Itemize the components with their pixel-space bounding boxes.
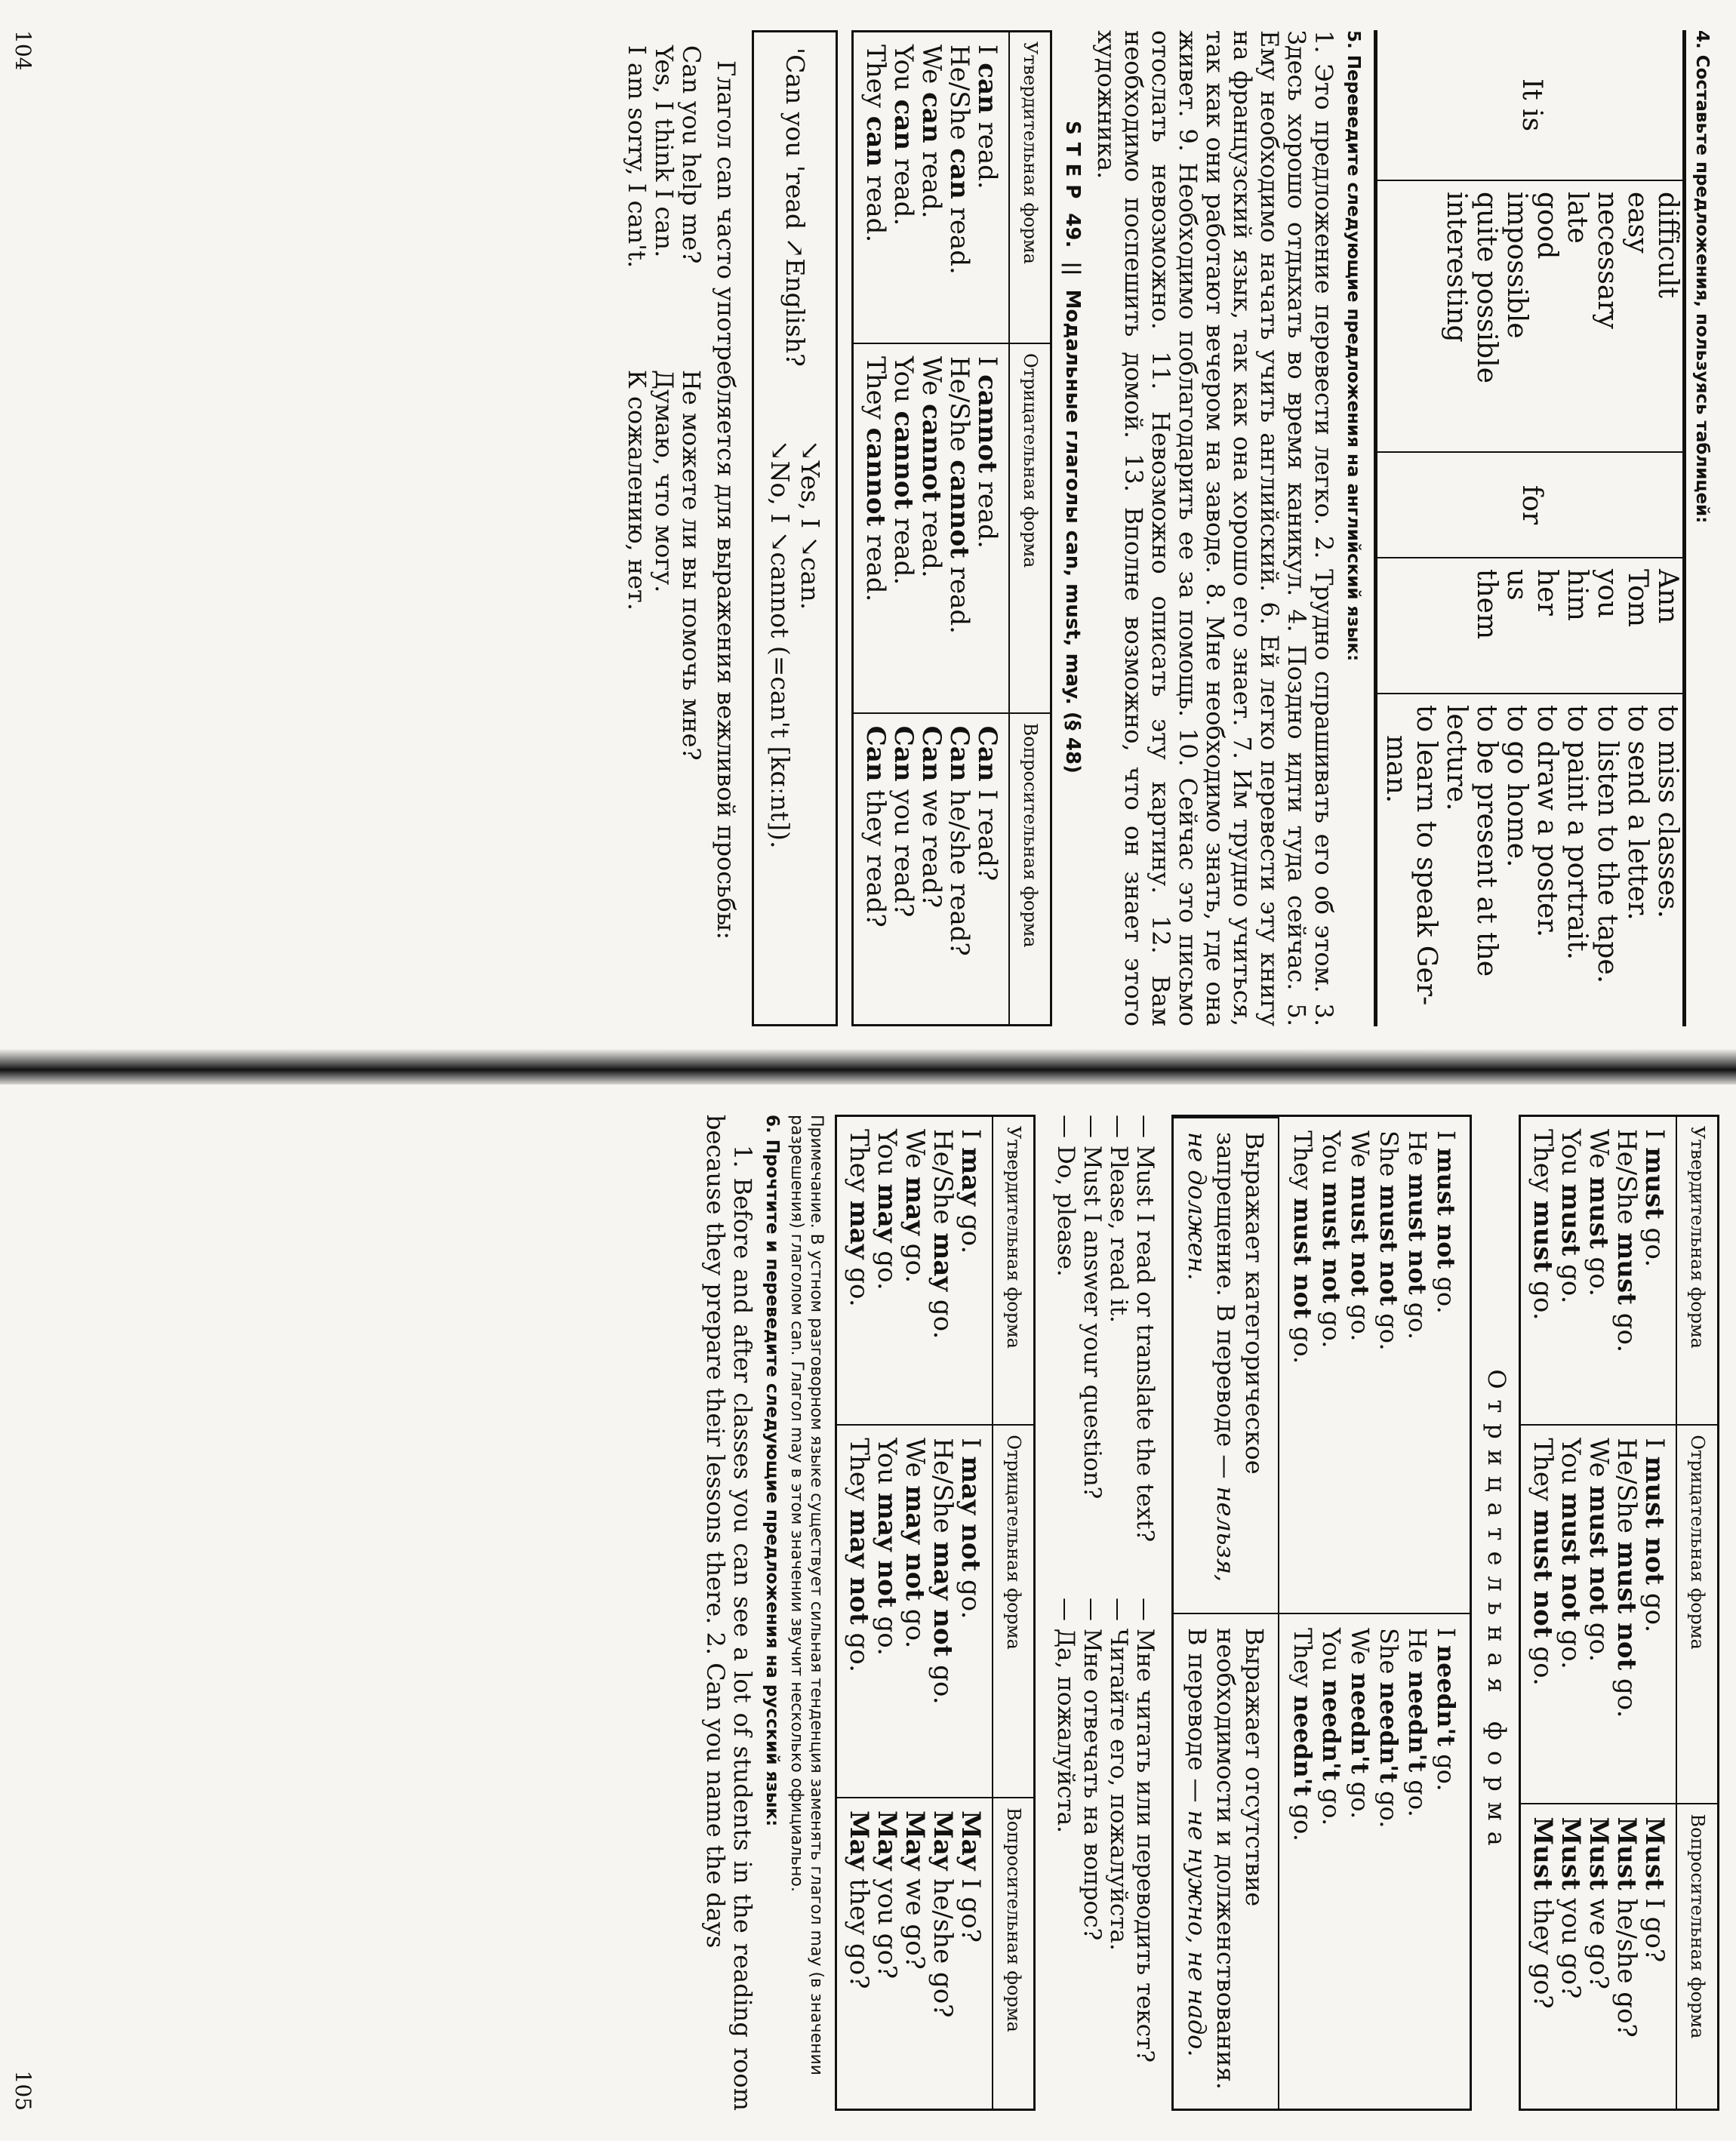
neednt-note [1174,1613,1279,2109]
form-line: They cannot read. [860,355,891,602]
form-line: We cannot read. [916,355,946,578]
exercise-5-text: 1. Это предложение перевести легко. 2. Трудно спрашивать его об этом. 3. Здесь хорошо отдыхать во время каникул. 4. Поздно идти туда сейчас. 5. Ему необходимо начать учить английский. 6. Ей легко перевести эту книгу на французский язык, так как она хорошо его знает. 7. Им трудно учиться, так как они работают вечером на заводе. 8. Мне необходимо знать, где она живет. 9. Необходимо поблагодарить ее за помощь. 10. Сейчас это письмо отослать невозможно. 11. Невозможно описать эту картину. 12. Вам необходимо поспешить домой. 13. Вполне возможно, что он знает этого художника. [1092,30,1338,1026]
may-affirmative-cell [836,1116,993,1426]
intonation-yes: ↘Yes, I ↘can. [796,440,825,611]
form-line: They must go. [1528,1129,1558,1321]
infinitive: to send a letter. [1622,705,1653,921]
may-usage-note: Примечание. В устном разговорном языке существует сильная тенденция заменять глагол may (в значении разрешения) глаголом can. Глагол may в этом значении звучит несколько официально. [787,1115,826,2076]
form-line: You must go. [1556,1129,1586,1304]
must-dialog [1052,1115,1158,2111]
dialog-en: — Please, read it. [1105,1115,1132,1323]
form-line: Must they go? [1528,1816,1558,2009]
header-negative: Отрицательная форма [1009,343,1051,713]
form-line: He/She may not go. [928,1438,958,1705]
neednt-column [1279,1613,1470,2109]
note-translation: не нужно, не надо. [1183,1810,1211,2057]
form-line: I must not go. [1639,1438,1670,1633]
header-negative: Отрицательная форма [993,1425,1035,1798]
header-affirmative: Утвердительная форма [993,1116,1035,1426]
form-line: May I go? [956,1810,986,1943]
must-not-column [1279,1117,1470,1613]
dialog-en: — Must I answer your question? [1079,1115,1106,1500]
form-line: He must not go. [1403,1130,1432,1340]
object: Ann [1652,569,1683,624]
can-question-cell [853,713,1010,1026]
form-line: We needn't go. [1346,1628,1374,1820]
form-line: May you go? [872,1810,902,1980]
step-title: Модальные глаголы can, must, may. (§ 48) [1061,289,1084,774]
exercise-6-heading: 6. Прочтите и переведите следующие предложения на русский язык: [762,1115,782,1827]
form-line: He/She must not go. [1611,1438,1642,1718]
dialog-en: — Must I read or translate the text? [1131,1115,1159,1543]
object: him [1562,569,1593,621]
form-line: You may not go. [872,1438,902,1656]
for-text: for [1516,484,1547,525]
object-list [1377,558,1682,694]
form-line: She must not go. [1374,1130,1403,1351]
form-line: He/She can read. [944,45,974,275]
header-negative: Отрицательная форма [1676,1425,1719,1804]
negative-form-heading: Отрицательная форма [1482,1369,1511,1856]
form-line: Must you go? [1556,1816,1586,1999]
header-question: Вопросительная форма [1676,1804,1719,2109]
form-line: We may not go. [900,1438,930,1649]
page-number-104: 104 [11,30,35,71]
form-line: We must not go. [1584,1438,1614,1663]
table-bottom-rule [1374,30,1377,1026]
page-105 [0,1084,1736,2141]
form-line: You can read. [888,45,919,226]
note-text: Выражает отсутствие необходимости и долженствования. В переводе — [1183,1628,1269,2090]
exercise-6-text: 1. Before and after classes you can see a lot of students in the reading room because they prepare their lessons there. 2. Can you name the days [701,1115,757,2111]
form-line: They needn't go. [1288,1628,1317,1841]
form-line: Can they read? [860,725,891,927]
form-line: You needn't go. [1317,1628,1346,1826]
subject-text: It is [1516,78,1547,132]
intonation-question: 'Can you 'read ↗English? [780,48,810,367]
page-number-105: 105 [11,2070,35,2111]
object: Tom [1622,569,1653,628]
exercise-5-heading: 5. Переведите следующие предложения на английский язык: [1344,30,1363,662]
form-line: We must go. [1584,1129,1614,1297]
step-heading: STEP 49. || Модальные глаголы can, must, may. (§ 48) [1061,121,1084,774]
adjective: late [1562,192,1593,244]
form-line: They may not go. [844,1438,874,1672]
infinitive: to listen to the tape. [1592,705,1623,984]
infinitive: to paint a portrait. [1562,705,1593,961]
step-number: 49. [1061,213,1084,248]
dialog-ru: Не можете ли вы помочь мне? [677,370,706,761]
must-forms-table [1519,1115,1719,2111]
infinitive: to go home. [1501,705,1532,868]
form-line: They must not go. [1528,1438,1558,1686]
polite-request-text: Глагол can часто употребляется для выражения вежливой просьбы: [712,60,740,940]
form-line: She needn't go. [1374,1628,1403,1829]
page-104 [0,0,1736,1057]
form-line: He/She cannot read. [944,355,974,634]
intonation-box [752,30,838,1026]
object: them [1471,569,1502,640]
can-forms-table [851,30,1052,1026]
for-cell [1377,452,1682,558]
infinitive: man. [1380,735,1411,804]
form-line: He/She must go. [1611,1129,1642,1353]
header-affirmative: Утвердительная форма [1676,1116,1719,1426]
page-104-content [623,30,1719,1026]
header-question: Вопросительная форма [993,1798,1035,2109]
form-line: They can read. [860,45,891,243]
must-not-vs-neednt [1171,1115,1472,2111]
can-negative-cell [853,343,1010,713]
object: us [1501,569,1532,601]
polite-dialog [623,45,705,1026]
object: her [1531,569,1562,616]
may-question-cell [836,1798,993,2109]
form-line: Can I read? [972,725,1002,881]
form-line: Must he/she go? [1611,1816,1642,2038]
form-line: May they go? [844,1810,874,1989]
infinitive-list [1377,694,1682,1026]
page-105-content [694,1115,1719,2111]
form-line: Can you read? [888,725,919,918]
form-line: Must we go? [1584,1816,1614,1989]
form-line: We must not go. [1346,1130,1374,1342]
form-line: They may go. [844,1129,874,1307]
note-text: Выражает категорическое запрещение. В переводе — [1211,1132,1269,1479]
form-line: May we go? [900,1810,930,1970]
infinitive: to be present at the lecture. [1441,705,1502,977]
dialog-ru: — Читайте его, пожалуйста. [1105,1598,1132,1951]
adjective: interesting [1441,192,1472,343]
adjective: impossible [1501,192,1532,339]
infinitive: to learn to speak Ger- [1411,705,1442,1006]
adjective: easy [1622,192,1653,254]
must-not-note [1174,1117,1279,1613]
form-line: I must not go. [1432,1130,1461,1314]
must-question-cell [1520,1804,1677,2109]
form-line: He/She may go. [928,1129,958,1340]
dialog-ru: Думаю, что могу. [650,370,679,593]
adjective: difficult [1652,192,1683,298]
form-line: You must not go. [1317,1130,1346,1349]
form-line: I can read. [972,45,1002,189]
form-line: He needn't go. [1403,1628,1432,1817]
form-line: I may not go. [956,1438,986,1620]
header-affirmative: Утвердительная форма [1009,32,1051,343]
must-affirmative-cell [1520,1116,1677,1426]
form-line: Must I go? [1639,1816,1670,1963]
subject-cell [1377,30,1682,180]
form-line: You may go. [872,1129,902,1290]
can-affirmative-cell [853,32,1010,343]
dialog-ru: — Мне отвечать на вопрос? [1079,1598,1106,1941]
book-gutter [0,1049,1736,1087]
form-line: They must not go. [1288,1130,1317,1364]
intonation-no: ↘No, I ↘cannot (=can't [kɑːnt]). [765,440,795,849]
form-line: You cannot read. [888,355,919,586]
form-line: Can we read? [916,725,946,909]
must-negative-cell [1520,1425,1677,1804]
header-question: Вопросительная форма [1009,713,1051,1026]
adjective: necessary [1592,192,1623,329]
adjective: quite possible [1471,192,1502,384]
dialog-ru: К сожалению, нет. [623,370,651,611]
dialog-en: I am sorry, I can't. [623,45,651,269]
may-forms-table [835,1115,1036,2111]
exercise-4-table [1377,30,1682,1026]
form-line: I cannot read. [972,355,1002,549]
form-line: We can read. [916,45,946,219]
note-translation: нельзя, не должен. [1183,1132,1240,1583]
form-line: I must go. [1639,1129,1670,1268]
adjective: good [1531,192,1562,260]
dialog-ru: — Мне читать или переводить текст? [1131,1598,1159,2063]
step-label: STEP [1061,121,1084,207]
form-line: I may go. [956,1129,986,1254]
may-negative-cell [836,1425,993,1798]
dialog-en: Yes, I think I can. [650,45,679,258]
adjective-list [1377,180,1682,452]
exercise-4-heading: 4. Составьте предложения, пользуясь таблицей: [1692,30,1712,524]
form-line: Can he/she read? [944,725,974,956]
form-line: I needn't go. [1432,1628,1461,1792]
form-line: May he/she go? [928,1810,958,2018]
object: you [1592,569,1623,619]
dialog-en: — Do, please. [1052,1115,1079,1277]
dialog-ru: — Да, пожалуйста. [1052,1598,1079,1834]
dialog-en: Can you help me? [677,45,706,264]
infinitive: to miss classes. [1652,705,1683,918]
form-line: We may go. [900,1129,930,1284]
form-line: You must not go. [1556,1438,1586,1669]
infinitive: to draw a poster. [1531,705,1562,938]
